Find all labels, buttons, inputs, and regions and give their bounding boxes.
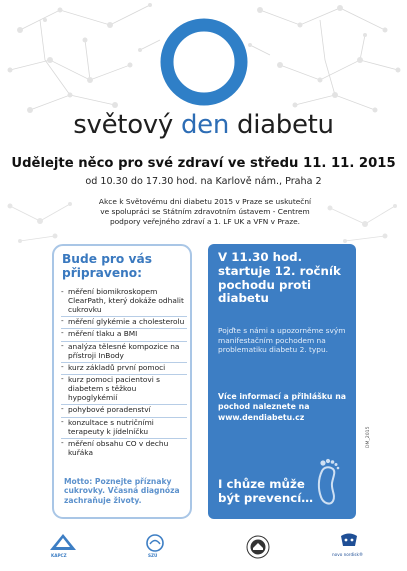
title-part-3: diabetu [229,110,334,140]
side-code: DM_2015 [366,426,371,448]
footprint-icon [312,457,344,509]
march-info: Více informací a přihlášku na pochod naleznete na www.dendiabetu.cz [218,392,347,422]
program-box-title: Bude pro vás připraveno: [62,252,152,280]
list-item: - měření glykémie a cholesterolu [61,316,187,327]
logo-szu [140,534,170,560]
list-item: - analýza tělesné kompozice na přístroji InBody [61,341,187,361]
event-time-place: od 10.30 do 17.30 hod. na Karlově nám., Praha 2 [85,176,322,187]
list-item: - měření biomikroskopem ClearPath, který dokáže odhalit cukrovku [61,288,187,315]
blue-circle-symbol [167,25,241,99]
logo-novonordisk [332,532,366,560]
march-headline: V 11.30 hod. startuje 12. ročník pochodu proti diabetu [218,250,341,306]
march-slogan: I chůze může být prevencí… [218,477,314,506]
list-item: - pohybové poradenství [61,404,187,415]
kapcz-logo-icon [48,534,78,552]
title-part-2: den [180,110,230,140]
logo-kapcz [48,534,78,560]
list-item: - kurz základů první pomoci [61,362,187,373]
list-item: - měření tlaku a BMI [61,328,187,339]
program-box [52,244,192,519]
event-intro: Akce k Světovému dni diabetu 2015 v Praze se uskuteční ve spolupráci se Státním zdravotním ústavem - Centrem podpory veřejného zdraví a 1. LF UK a VFN v Praze. [98,197,312,226]
march-body: Pojďte s námi a upozorněme svým manifestačním pochodem na problematiku diabetu 2. typu. [218,326,346,355]
list-item: - kurz pomoci pacientovi s diabetem s těžkou hypoglykémií [61,374,187,403]
kapcz-label: KAPCZ [51,553,67,558]
title-part-1: světový [73,110,181,140]
szu-label: SZÚ [148,553,158,558]
event-headline: Udělejte něco pro své zdraví ve středu 11. 11. 2015 [11,156,396,171]
university-seal [246,535,270,559]
novonordisk-bull-icon [338,532,360,550]
szu-logo-icon [140,534,170,552]
novonordisk-label: novo nordisk® [332,552,364,557]
list-item: - konzultace s nutričními terapeuty k jídelníčku [61,417,187,437]
list-item: - měření obsahu CO v dechu kuřáka [61,438,187,458]
page-title [0,110,407,140]
motto-text: Motto: Poznejte příznaky cukrovky. Včasná diagnóza zachraňuje životy. [64,477,180,505]
march-box [208,244,356,519]
program-list [61,288,187,459]
